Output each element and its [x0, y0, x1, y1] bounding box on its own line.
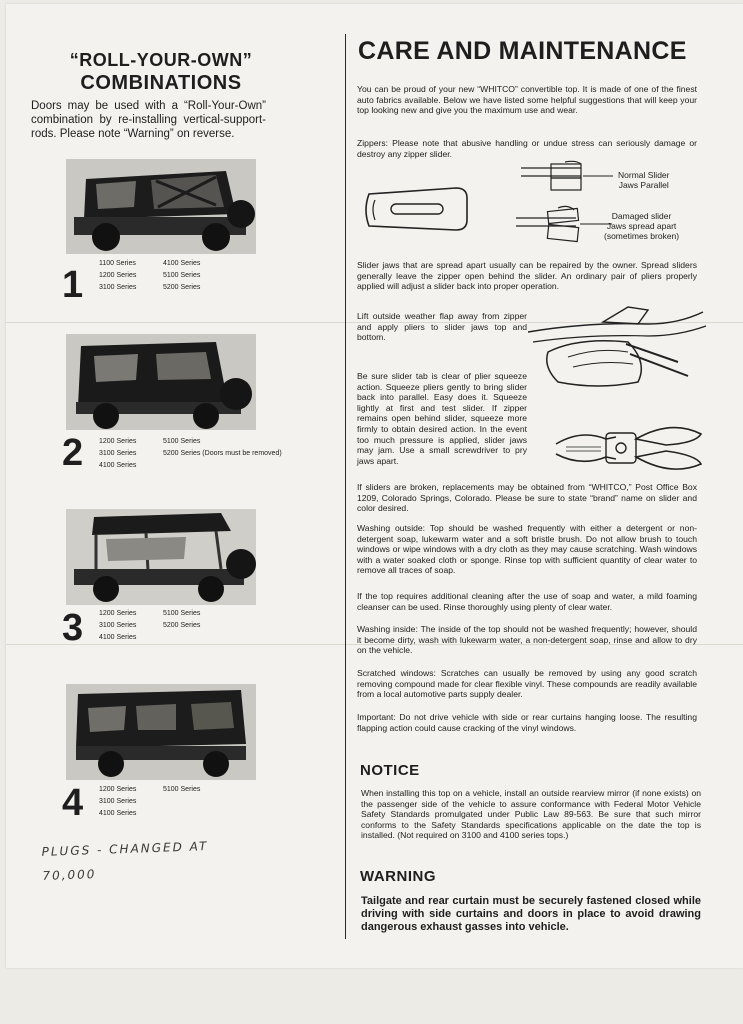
damaged-slider-label: Damaged slider Jaws spread apart (sometimes broken): [604, 211, 680, 241]
jeep-photo-3: [66, 509, 256, 605]
config-number-1: 1: [62, 264, 84, 306]
instruction-sheet: [6, 4, 743, 968]
washing-inside-paragraph: Washing inside: The inside of the top should not be washed frequently; however, should it become dirty, wash with lukewarm water, a non-detergent soap, rinse and allow to dry on the vehicle.: [357, 624, 697, 656]
washing-outside-paragraph: Washing outside: Top should be washed frequently with either a detergent or non-detergent soap, lukewarm water and a soft bristle brush. Do not allow brush to touch windows or wipe windows with a dry cloth as they may cause scratching. Wash windows with a water soaked cloth or sponge. Rinse top with sufficient quantity of clear water to remove all traces of soap.: [357, 523, 697, 576]
handwritten-note: PLUGS - CHANGED AT 70,000: [41, 839, 209, 883]
series-list-1a: 1100 Series 1200 Series 3100 Series: [99, 260, 137, 291]
scratched-windows-paragraph: Scratched windows: Scratches can usually be removed by using any good scratch removing compound made for clear flexible vinyl. These compounds are readily available from a local automotive parts supply dealer.: [357, 668, 697, 700]
additional-cleaning-paragraph: If the top requires additional cleaning after the use of soap and water, a mild foaming cleanser can be used. Rinse thoroughly using plenty of clear water.: [357, 591, 697, 612]
series-list-2a: 1200 Series 3100 Series 4100 Series: [99, 438, 137, 469]
warning-paragraph: Tailgate and rear curtain must be securely fastened closed while driving with side curtains and doors in place to avoid drawing dangerous exhaust gasses into vehicle.: [361, 895, 701, 933]
notice-paragraph: When installing this top on a vehicle, install an outside rearview mirror (if none exists) on the passenger side of the vehicle to assure conformance with Federal Motor Vehicle Safety Standards promulgated under Public Law 89-563. Be sure that such mirror conforms to the Safety Standards specifications applicable on the date the top is installed. (Not required on 3100 and 4100 series tops.): [361, 788, 701, 841]
important-paragraph: Important: Do not drive vehicle with side or rear curtains hanging loose. The resulting flapping action could cause cracking of the vinyl windows.: [357, 712, 697, 733]
series-list-1b: 4100 Series 5100 Series 5200 Series: [163, 260, 201, 291]
damaged-slider-icon: [516, 202, 616, 244]
lift-flap-paragraph: Lift outside weather flap away from zipper and apply pliers to slider jaws top and bottom.: [357, 311, 527, 343]
series-list-3a: 1200 Series 3100 Series 4100 Series: [99, 610, 137, 641]
series-list-4b: 5100 Series: [163, 786, 201, 793]
zipper-slider-icon: [361, 184, 471, 236]
config-number-2: 2: [62, 432, 84, 474]
care-maintenance-title: CARE AND MAINTENANCE: [358, 37, 687, 65]
zippers-paragraph: Zippers: Please note that abusive handling or undue stress can seriously damage or destroy any zipper slider.: [357, 138, 697, 159]
left-intro: Doors may be used with a “Roll-Your-Own” combination by re-installing vertical-support-rods. Please note “Warning” on reverse.: [31, 100, 266, 140]
normal-slider-icon: [521, 160, 616, 194]
jeep-photo-1: [66, 159, 256, 254]
intro-paragraph: You can be proud of your new “WHITCO” convertible top. It is made of one of the finest auto fabrics available. Below we have listed some helpful suggestions that will keep your top looking new and give you the maximum use and wear.: [357, 84, 697, 116]
notice-heading: NOTICE: [360, 762, 420, 779]
jeep-photo-4: [66, 684, 256, 780]
jeep-photo-2: [66, 334, 256, 430]
warning-heading: WARNING: [360, 868, 436, 885]
series-list-3b: 5100 Series 5200 Series: [163, 610, 201, 629]
be-sure-paragraph: Be sure slider tab is clear of plier squeeze action. Squeeze pliers gently to bring slider back into parallel. Easy does it. Squeeze lightly at first and test slider. If zipper remains open behind slider, squeeze more firmly to obtain desired action. In the event too much pressure is applied, slider jaws may jam. Use a small screwdriver to pry jaws apart.: [357, 371, 527, 466]
config-number-3: 3: [62, 607, 84, 649]
series-list-4a: 1200 Series 3100 Series 4100 Series: [99, 786, 137, 817]
broken-sliders-paragraph: If sliders are broken, replacements may be obtained from “WHITCO,” Post Office Box 1209, Colorado Springs, Colorado. Please be sure to state “brand” name on slider and color desired.: [357, 482, 697, 514]
column-divider: [345, 34, 346, 939]
series-list-2b: 5100 Series 5200 Series (Doors must be removed): [163, 438, 282, 457]
normal-slider-label: Normal Slider Jaws Parallel: [618, 170, 670, 190]
left-title: “ROLL-YOUR-OWN” COMBINATIONS: [69, 50, 253, 94]
pliers-on-flap-illustration: [528, 302, 708, 392]
pliers-illustration: [546, 409, 706, 489]
config-number-4: 4: [62, 782, 84, 824]
slider-jaws-paragraph: Slider jaws that are spread apart usually can be repaired by the owner. Spread sliders generally leave the zipper open behind the slider. An ordinary pair of pliers properly applied will adjust a slider back into proper operation.: [357, 260, 697, 292]
